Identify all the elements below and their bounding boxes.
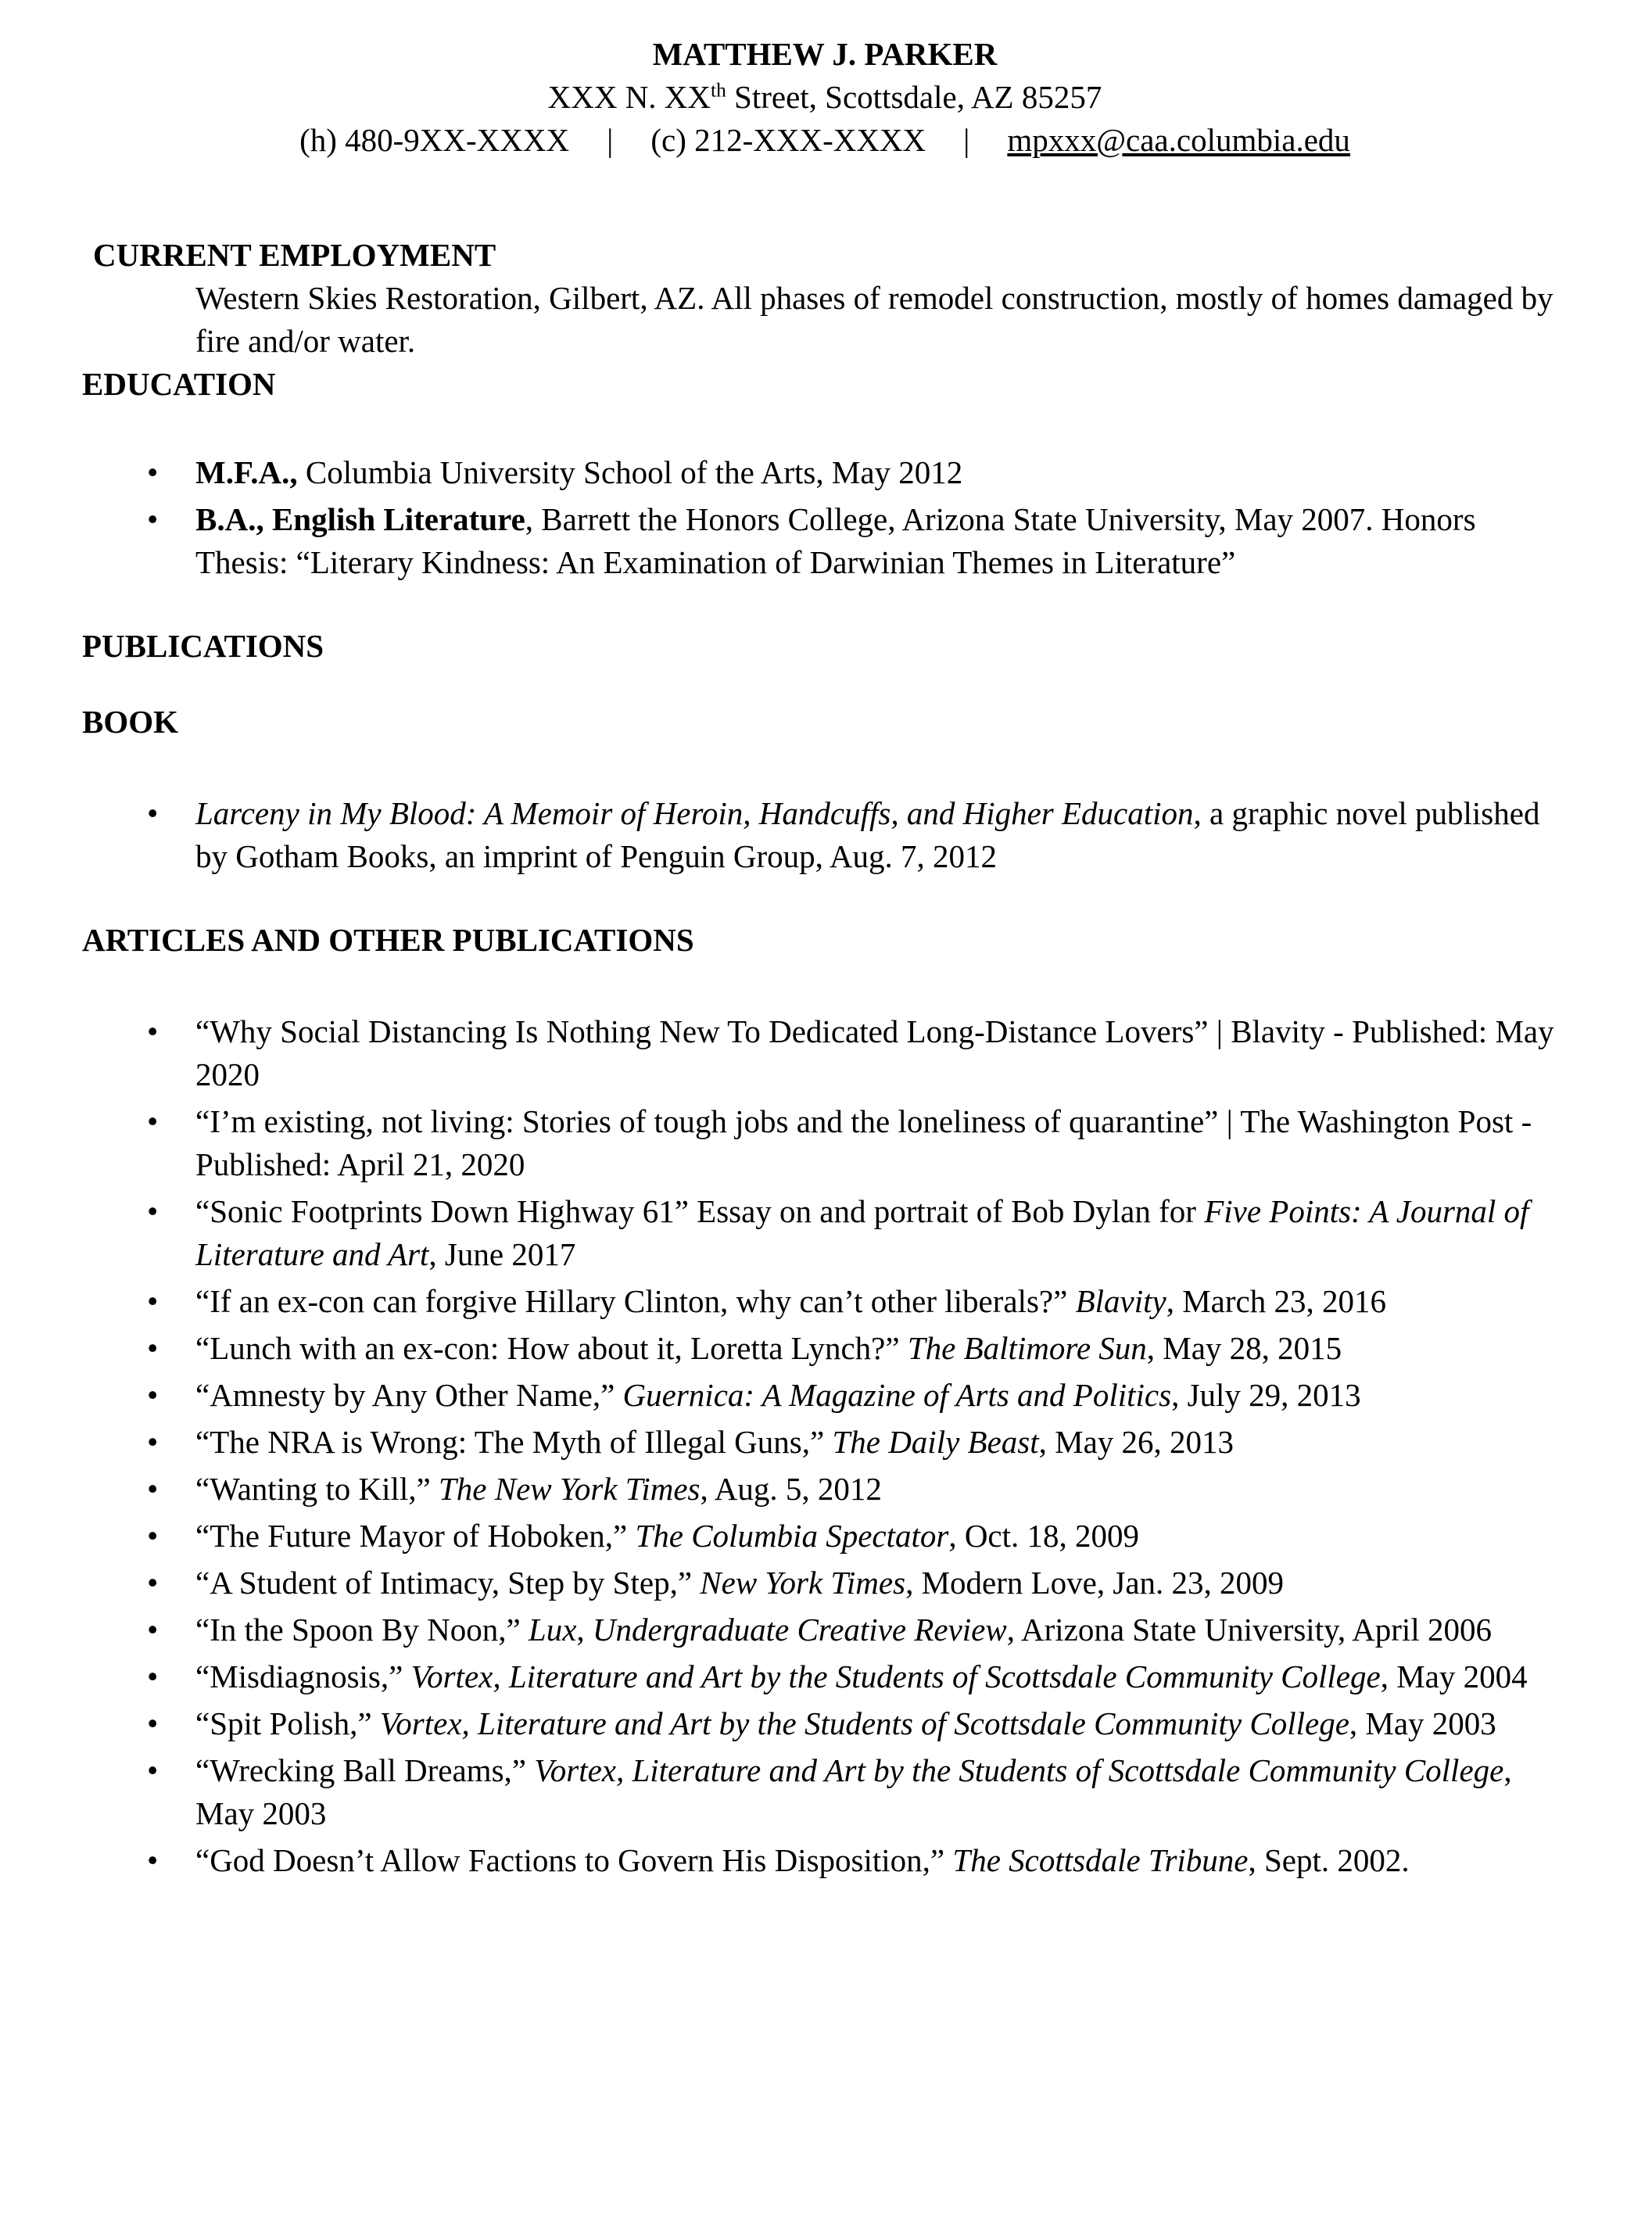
text-run: “Why Social Distancing Is Nothing New To Dedicated Long-Distance Lovers” | Blavity - Published: May 2020 [195, 1013, 1554, 1092]
text-run: , [576, 1612, 593, 1648]
list-item [195, 1702, 1568, 1745]
text-run: “The NRA is Wrong: The Myth of Illegal Guns,” [195, 1424, 833, 1460]
text-run: “Misdiagnosis,” [195, 1658, 411, 1694]
text-run: The New York Times [438, 1471, 701, 1507]
text-run: , Aug. 5, 2012 [700, 1471, 882, 1507]
section-heading-publications: PUBLICATIONS [82, 628, 324, 664]
list-item [195, 1749, 1568, 1835]
text-run: Vortex, Literature and Art by the Students of Scottsdale Community College [379, 1705, 1349, 1741]
text-run: “Sonic Footprints Down Highway 61” Essay on and portrait of Bob Dylan for [195, 1193, 1205, 1229]
separator-bar: | [607, 122, 614, 158]
address-text-pre: XXX N. XX [547, 79, 711, 115]
text-run: Undergraduate Creative Review [592, 1612, 1007, 1648]
text-run: , May 2004 [1380, 1658, 1528, 1694]
education-list [82, 451, 1568, 584]
text-run: , a graphic novel published by Gotham Books, an imprint of Penguin Group, Aug. 7, 2012 [195, 795, 1540, 874]
text-run: Guernica: A Magazine of Arts and Politics [622, 1377, 1172, 1413]
text-run: Larceny in My Blood: A Memoir of Heroin, Handcuffs, and Higher Education [195, 795, 1194, 831]
contact-line [82, 119, 1568, 162]
text-run: , March 23, 2016 [1166, 1283, 1386, 1319]
list-item [195, 1562, 1568, 1605]
home-phone: (h) 480-9XX-XXXX [299, 122, 570, 158]
text-run: “Amnesty by Any Other Name,” [195, 1377, 623, 1413]
address-line [82, 76, 1568, 119]
text-run: Vortex, Literature and Art by the Students of Scottsdale Community College [410, 1658, 1381, 1694]
text-run: The Scottsdale Tribune [952, 1842, 1249, 1878]
text-run: “The Future Mayor of Hoboken,” [195, 1518, 636, 1554]
list-item [195, 1468, 1568, 1511]
text-run: “Lunch with an ex-con: How about it, Loretta Lynch?” [195, 1330, 908, 1366]
text-run: B.A., English Literature [195, 501, 525, 537]
text-run: Columbia University School of the Arts, May 2012 [297, 454, 963, 490]
text-run: , May 28, 2015 [1146, 1330, 1342, 1366]
text-run: “God Doesn’t Allow Factions to Govern His Disposition,” [195, 1842, 953, 1878]
text-run: , Modern Love, Jan. 23, 2009 [905, 1565, 1285, 1601]
list-item [195, 1655, 1568, 1698]
text-run: “Spit Polish,” [195, 1705, 380, 1741]
list-item [195, 1421, 1568, 1464]
text-run: , Arizona State University, April 2006 [1006, 1612, 1492, 1648]
section-heading-education: EDUCATION [82, 366, 276, 402]
list-item [195, 1515, 1568, 1558]
resume-header [82, 33, 1568, 162]
separator-bar: | [963, 122, 970, 158]
text-run: Lux [528, 1612, 577, 1648]
person-name: MATTHEW J. PARKER [652, 36, 998, 72]
text-run: “A Student of Intimacy, Step by Step,” [195, 1565, 701, 1601]
text-run: The Baltimore Sun [907, 1330, 1147, 1366]
list-item [195, 451, 1568, 494]
text-run: “Wrecking Ball Dreams,” [195, 1752, 535, 1788]
section-heading-articles: ARTICLES AND OTHER PUBLICATIONS [82, 922, 694, 958]
text-run: The Daily Beast [832, 1424, 1039, 1460]
list-item [195, 1280, 1568, 1323]
list-item [195, 1190, 1568, 1276]
text-run: , Oct. 18, 2009 [948, 1518, 1140, 1554]
text-run: , Sept. 2002. [1248, 1842, 1410, 1878]
current-employment-description: Western Skies Restoration, Gilbert, AZ. All phases of remodel construction, mostly of homes damaged by fire and/or water. [195, 280, 1553, 359]
email-link[interactable]: mpxxx@caa.columbia.edu [1007, 122, 1350, 158]
text-run: , June 2017 [428, 1236, 576, 1272]
list-item [195, 1010, 1568, 1096]
list-item [195, 1839, 1568, 1882]
text-run: Vortex, Literature and Art by the Students of Scottsdale Community College [534, 1752, 1504, 1788]
text-run: “In the Spoon By Noon,” [195, 1612, 529, 1648]
articles-list [82, 1010, 1568, 1882]
text-run: Five Points: A Journal of Literature and Art [195, 1193, 1529, 1272]
section-heading-current-employment: CURRENT EMPLOYMENT [93, 237, 496, 273]
address-text-post: Street, Scottsdale, AZ 85257 [726, 79, 1102, 115]
list-item [195, 1608, 1568, 1651]
text-run: New York Times [700, 1565, 906, 1601]
cell-phone: (c) 212-XXX-XXXX [650, 122, 926, 158]
list-item [195, 1327, 1568, 1370]
text-run: Blavity [1075, 1283, 1166, 1319]
text-run: , May 26, 2013 [1038, 1424, 1235, 1460]
text-run: The Columbia Spectator [635, 1518, 949, 1554]
list-item [195, 498, 1568, 584]
text-run: , May 2003 [195, 1752, 1512, 1831]
list-item [195, 1374, 1568, 1417]
text-run: M.F.A., [195, 454, 298, 490]
text-run: , May 2003 [1349, 1705, 1496, 1741]
book-list [82, 792, 1568, 878]
text-run: “Wanting to Kill,” [195, 1471, 439, 1507]
text-run: “If an ex-con can forgive Hillary Clinton, why can’t other liberals?” [195, 1283, 1076, 1319]
list-item [195, 1100, 1568, 1186]
address-ordinal-superscript: th [711, 79, 726, 102]
text-run: , July 29, 2013 [1171, 1377, 1361, 1413]
list-item [195, 792, 1568, 878]
section-heading-book: BOOK [82, 704, 179, 740]
text-run: “I’m existing, not living: Stories of tough jobs and the loneliness of quarantine” | The Washington Post - Published: April 21, 2020 [195, 1103, 1532, 1182]
text-run: , Barrett the Honors College, Arizona State University, May 2007. Honors Thesis: “Literary Kindness: An Examination of Darwinian Themes in Literature” [195, 501, 1476, 580]
